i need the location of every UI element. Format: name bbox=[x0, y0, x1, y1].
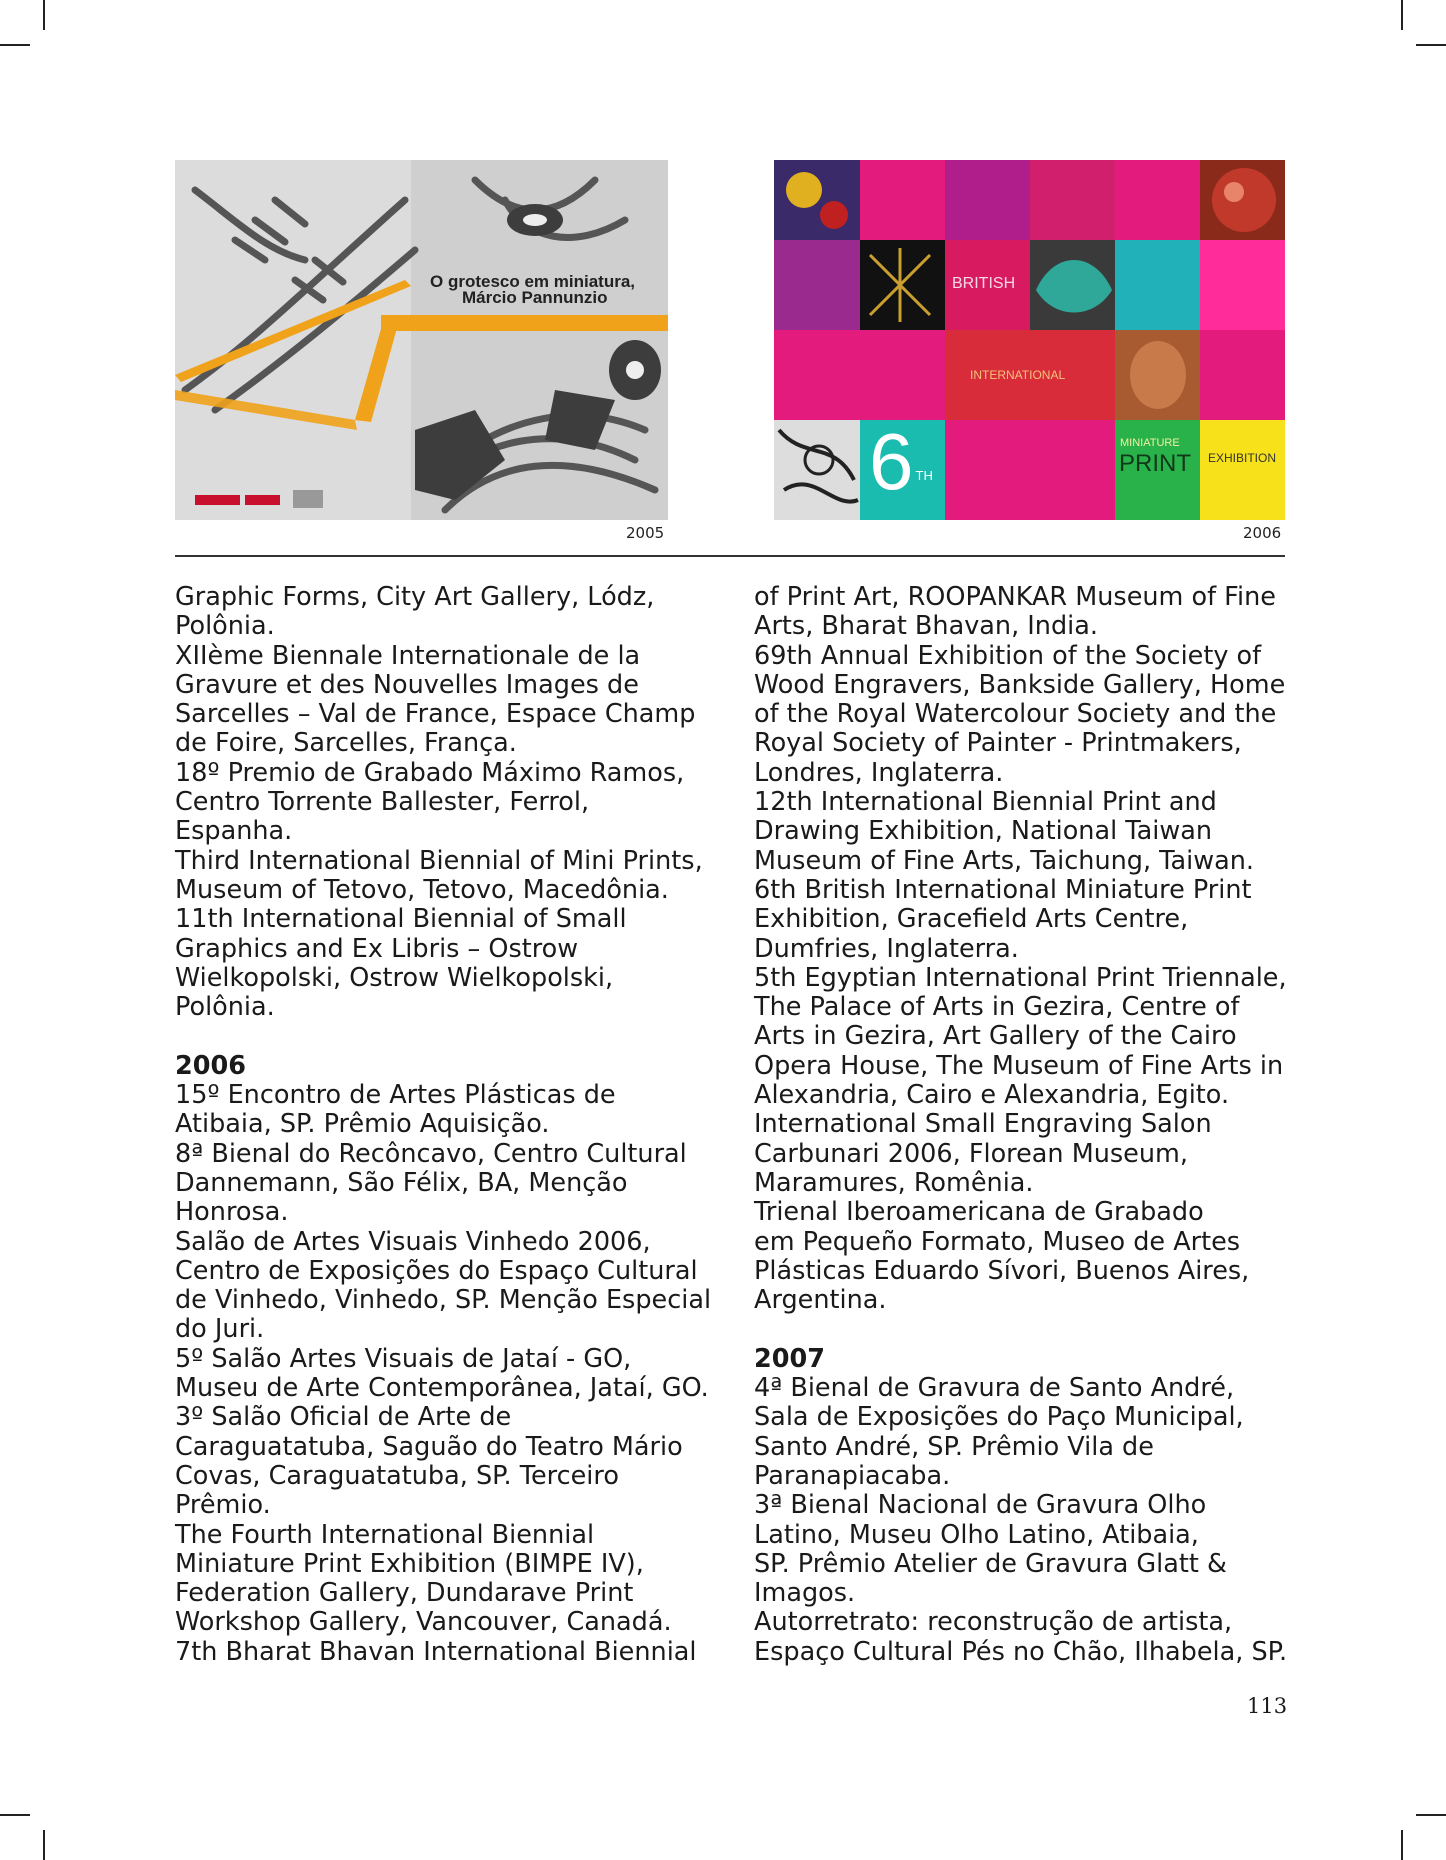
exhibition-entry: 5th Egyptian International Print Triennale, The Palace of Arts in Gezira, Centre of Arts in Gezira, Art Gallery of the Cairo Opera House, The Museum of Fine Arts in Alexandria, Cairo e Alexandria, Egito. bbox=[754, 962, 1287, 1111]
exhibition-entry: 12th International Biennial Print and Drawing Exhibition, National Taiwan Museum of Fine Arts, Taichung, Taiwan. bbox=[754, 787, 1254, 876]
exhibition-poster-image bbox=[774, 160, 1285, 520]
crop-mark bbox=[1416, 44, 1446, 46]
year-heading: 2007 bbox=[754, 1343, 825, 1374]
exhibition-entry: Graphic Forms, City Art Gallery, Lódz, Polônia. bbox=[175, 582, 655, 642]
exhibition-entry: 7th Bharat Bhavan International Biennial bbox=[175, 1636, 697, 1667]
crop-mark bbox=[1416, 1814, 1446, 1816]
woodcut-artwork bbox=[175, 160, 668, 520]
exhibition-entry: of Print Art, ROOPANKAR Museum of Fine Arts, Bharat Bhavan, India. bbox=[754, 582, 1276, 642]
exhibition-entry: XIIème Biennale Internationale de la Gravure et des Nouvelles Images de Sarcelles – Val de France, Espace Champ de Foire, Sarcelles, França. bbox=[175, 640, 696, 759]
exhibition-entry: International Small Engraving Salon Carbunari 2006, Florean Museum, Maramures, Romênia. bbox=[754, 1109, 1212, 1198]
crop-mark bbox=[1401, 1830, 1403, 1860]
poster-number bbox=[869, 417, 933, 506]
poster-number-digit: 6 bbox=[869, 417, 914, 506]
crop-mark bbox=[1401, 0, 1403, 30]
right-text-column bbox=[754, 583, 1302, 1667]
exhibition-entry: 11th International Biennial of Small Graphics and Ex Libris – Ostrow Wielkopolski, Ostrow Wielkopolski, Polônia. bbox=[175, 904, 627, 1023]
exhibition-entry: 6th British International Miniature Print Exhibition, Gracefield Arts Centre, Dumfries, Inglaterra. bbox=[754, 874, 1252, 964]
poster-word-british: BRITISH bbox=[952, 275, 1016, 292]
exhibition-entry: 8ª Bienal do Recôncavo, Centro Cultural Dannemann, São Félix, BA, Menção Honrosa. bbox=[175, 1138, 687, 1228]
crop-mark bbox=[0, 44, 30, 46]
catalog-cover-image bbox=[175, 160, 668, 520]
exhibition-entry: Third International Biennial of Mini Prints, Museum of Tetovo, Tetovo, Macedônia. bbox=[175, 845, 703, 905]
poster-number-suffix: TH bbox=[915, 468, 933, 483]
exhibition-entry: 69th Annual Exhibition of the Society of Wood Engravers, Bankside Gallery, Home of the Royal Watercolour Society and the Royal Society of Painter - Printmakers, Londres, Inglaterra. bbox=[754, 640, 1286, 788]
section-divider bbox=[175, 555, 1285, 557]
exhibition-entry: 18º Premio de Grabado Máximo Ramos, Centro Torrente Ballester, Ferrol, Espanha. bbox=[175, 757, 685, 847]
figure-caption: 2006 bbox=[1243, 524, 1282, 542]
poster-grid-artwork bbox=[774, 160, 1285, 520]
exhibition-entry: 5º Salão Artes Visuais de Jataí - GO, Museu de Arte Contemporânea, Jataí, GO. bbox=[175, 1343, 709, 1404]
poster-word-international: INTERNATIONAL bbox=[970, 368, 1066, 382]
year-heading: 2006 bbox=[175, 1050, 246, 1081]
exhibition-entry: The Fourth International Biennial Miniature Print Exhibition (BIMPE IV), Federation Gallery, Dundarave Print Workshop Gallery, Vancouver, Canadá. bbox=[175, 1519, 672, 1638]
exhibition-entry: 4ª Bienal de Gravura de Santo André, Sala de Exposições do Paço Municipal, Santo André, SP. Prêmio Vila de Paranapiacaba. bbox=[754, 1373, 1244, 1491]
poster-word-exhibition: EXHIBITION bbox=[1208, 451, 1277, 465]
exhibition-entry: 3ª Bienal Nacional de Gravura Olho Latino, Museu Olho Latino, Atibaia, SP. Prêmio Atelier de Gravura Glatt & Imagos. bbox=[754, 1490, 1227, 1609]
cover-title-line1: O grotesco em miniatura, bbox=[430, 272, 635, 291]
exhibition-entry: 3º Salão Oficial de Arte de Caraguatatuba, Saguão do Teatro Mário Covas, Caraguatatuba, SP. Terceiro Prêmio. bbox=[175, 1402, 683, 1521]
crop-mark bbox=[43, 0, 45, 30]
exhibition-entry: 15º Encontro de Artes Plásticas de Atibaia, SP. Prêmio Aquisição. bbox=[175, 1080, 616, 1140]
crop-mark bbox=[43, 1830, 45, 1860]
page-number: 113 bbox=[1247, 1694, 1288, 1718]
crop-mark bbox=[0, 1814, 30, 1816]
exhibition-entry: Autorretrato: reconstrução de artista, Espaço Cultural Pés no Chão, Ilhabela, SP. bbox=[754, 1607, 1288, 1667]
exhibition-entry: Trienal Iberoamericana de Grabado em Pequeño Formato, Museo de Artes Plásticas Eduardo Sívori, Buenos Aires, Argentina. bbox=[754, 1197, 1250, 1316]
left-text-column bbox=[175, 583, 723, 1667]
figure-caption: 2005 bbox=[626, 524, 665, 542]
poster-word-miniature: MINIATURE bbox=[1120, 437, 1180, 449]
exhibition-entry: Salão de Artes Visuais Vinhedo 2006, Centro de Exposições do Espaço Cultural de Vinhedo, Vinhedo, SP. Menção Especial do Juri. bbox=[175, 1226, 712, 1345]
poster-word-print: PRINT bbox=[1119, 450, 1191, 477]
cover-title-line2: Márcio Pannunzio bbox=[462, 288, 608, 307]
